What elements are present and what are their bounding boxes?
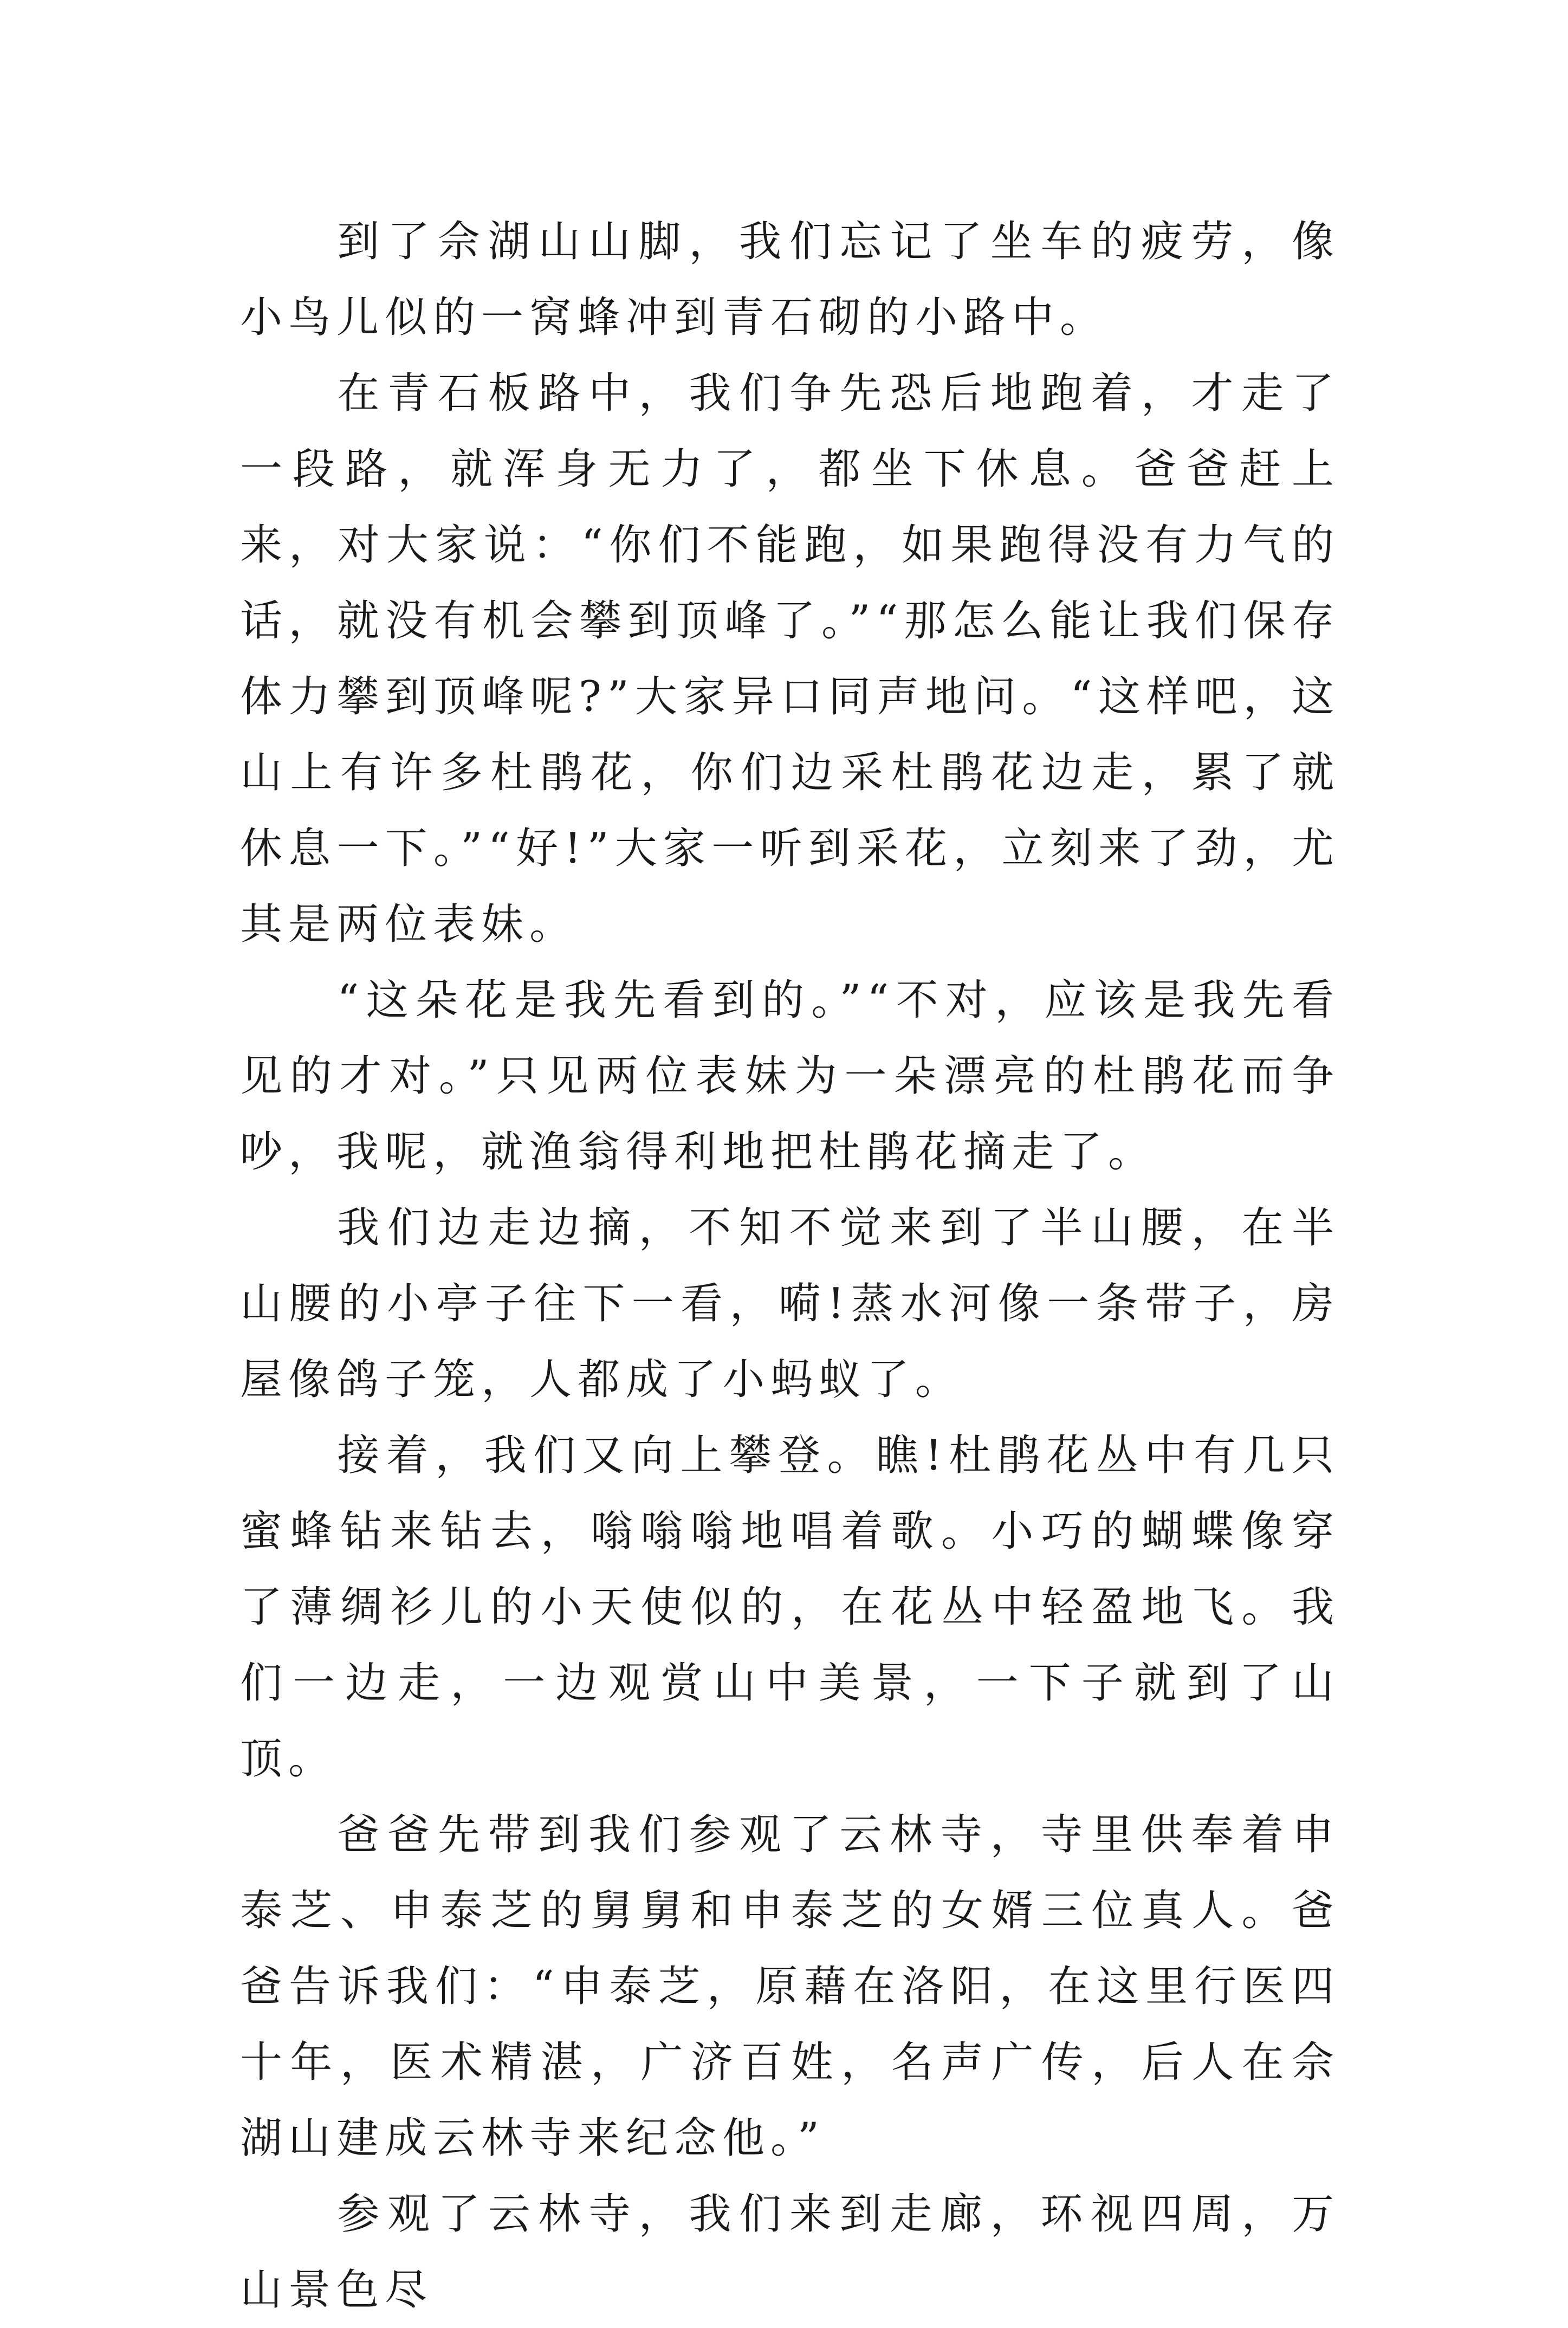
paragraph-5: 接着，我们又向上攀登。瞧!杜鹃花丛中有几只蜜蜂钻来钻去，嗡嗡嗡地唱着歌。小巧的蝴蝶像穿了薄绸衫儿的小天使似的，在花丛中轻盈地飞。我们一边走，一边观赏山中美景，一下子就到了山顶。 <box>240 1431 1340 1783</box>
paragraph-4: 我们边走边摘，不知不觉来到了半山腰，在半山腰的小亭子往下一看，嗬!蒸水河像一条带子，房屋像鸽子笼，人都成了小蚂蚁了。 <box>240 1204 1340 1404</box>
paragraph-6: 爸爸先带到我们参观了云林寺，寺里供奉着申泰芝、申泰芝的舅舅和申泰芝的女婿三位真人。爸爸告诉我们：“申泰芝，原藉在洛阳，在这里行医四十年，医术精湛，广济百姓，名声广传，后人在佘湖山建成云林寺来纪念他。” <box>240 1810 1340 2163</box>
paragraph-3: “这朵花是我先看到的。”“不对，应该是我先看见的才对。”只见两位表妹为一朵漂亮的杜鹃花而争吵，我呢，就渔翁得利地把杜鹃花摘走了。 <box>240 976 1340 1176</box>
paragraph-1: 到了佘湖山山脚，我们忘记了坐车的疲劳，像小鸟儿似的一窝蜂冲到青石砌的小路中。 <box>240 217 1340 342</box>
paragraph-2: 在青石板路中，我们争先恐后地跑着，才走了一段路，就浑身无力了，都坐下休息。爸爸赶上来，对大家说：“你们不能跑，如果跑得没有力气的话，就没有机会攀到顶峰了。”“那怎么能让我们保存体力攀到顶峰呢?”大家异口同声地问。“这样吧，这山上有许多杜鹃花，你们边采杜鹃花边走，累了就休息一下。”“好!”大家一听到采花，立刻来了劲，尤其是两位表妹。 <box>240 369 1340 949</box>
body-text <box>240 204 1340 2328</box>
paragraph-7: 参观了云林寺，我们来到走廊，环视四周，万山景色尽 <box>240 2190 1340 2314</box>
